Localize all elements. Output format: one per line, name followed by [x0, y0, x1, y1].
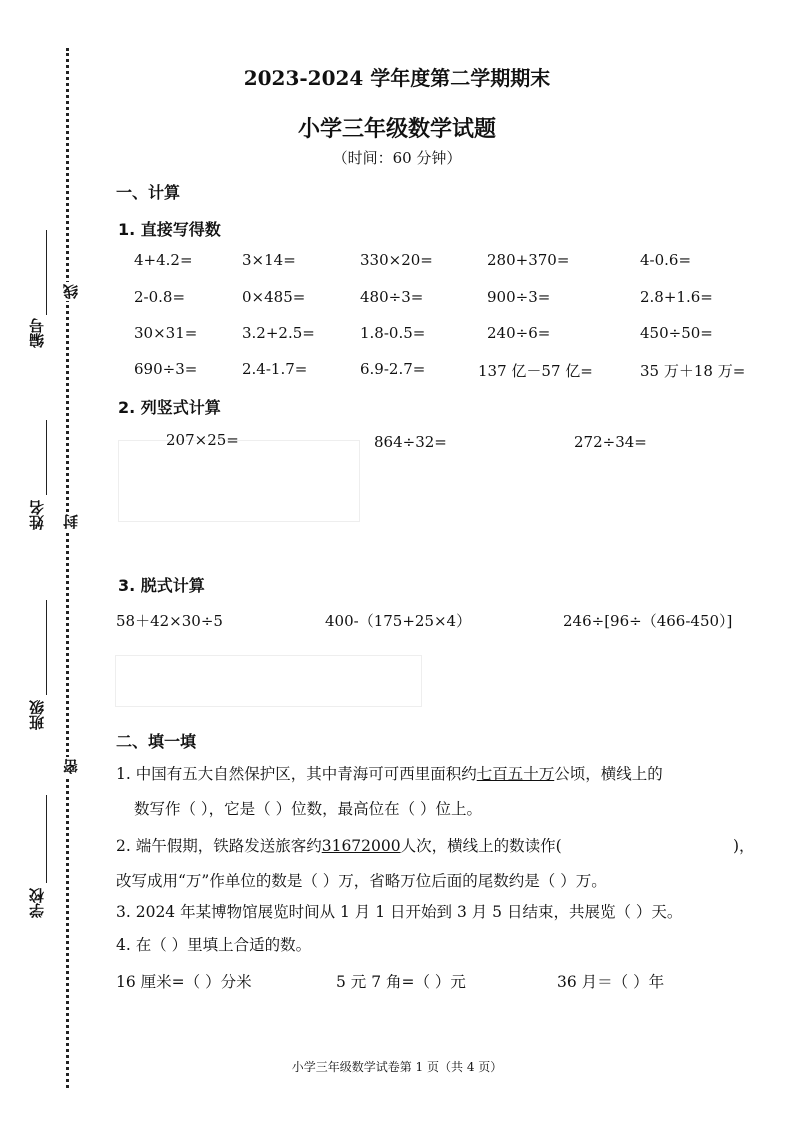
q4-item: 5 元 7 角=（ ）元 [336, 973, 466, 991]
bleed-through-table [118, 440, 360, 522]
seal-xian: 线 [62, 284, 80, 299]
vertical-calc-title: 2. 列竖式计算 [118, 398, 221, 417]
problem: 900÷3= [487, 288, 551, 306]
problem: 3.2+2.5= [242, 324, 315, 342]
bleed-through-table [115, 655, 422, 707]
number-blank-line [46, 230, 47, 315]
vertical-problem: 207×25= [166, 431, 239, 449]
problem: 2.4-1.7= [242, 360, 308, 378]
problem: 6.9-2.7= [360, 360, 426, 378]
problem: 4+4.2= [134, 251, 193, 269]
q1-text-b: 公顷，横线上的 [554, 765, 663, 783]
problem: 137 亿－57 亿= [478, 362, 593, 380]
problem: 4-0.6= [640, 251, 692, 269]
binding-dotted-line [66, 48, 69, 1088]
label-class: 班级 [28, 700, 46, 730]
seal-feng: 封 [62, 514, 80, 529]
problem: 0×485= [242, 288, 306, 306]
q2-text-b: 人次，横线上的数读作( [400, 837, 562, 855]
problem: 3×14= [242, 251, 296, 269]
q2-text-b-end: )， [733, 837, 755, 855]
fill-question-3: 3. 2024 年某博物馆展览时间从 1 月 1 日开始到 3 月 5 日结束，共展览（ ）天。 [116, 903, 683, 921]
fill-question-2 [116, 834, 562, 856]
problem: 1.8-0.5= [360, 324, 426, 342]
q1-underlined-number: 七百五十万 [476, 765, 555, 783]
problem: 480÷3= [360, 288, 424, 306]
q1-text-c: 数写作（ ），它是（ ）位数，最高位在（ ）位上。 [134, 800, 483, 818]
section1-title: 一、计算 [116, 183, 181, 202]
page-footer: 小学三年级数学试卷第 1 页（共 4 页） [291, 1060, 503, 1074]
problem: 2.8+1.6= [640, 288, 713, 306]
stepwise-problem: 400-（175+25×4） [325, 612, 472, 630]
school-blank-line [46, 795, 47, 883]
problem: 280+370= [487, 251, 570, 269]
problem: 2-0.8= [134, 288, 186, 306]
section2-title: 二、填一填 [116, 732, 197, 751]
q2-text-a: 2. 端午假期，铁路发送旅客约 [116, 837, 322, 855]
exam-subject-title: 小学三年级数学试题 [297, 116, 496, 142]
problem: 30×31= [134, 324, 198, 342]
problem: 240÷6= [487, 324, 551, 342]
seal-mi: 密 [62, 759, 80, 774]
q2-text-c: 改写成用“万”作单位的数是（ ）万，省略万位后面的尾数约是（ ）万。 [116, 872, 607, 890]
direct-calc-title: 1. 直接写得数 [118, 220, 221, 239]
exam-title: 2023-2024 学年度第二学期期末 [243, 66, 551, 90]
vertical-problem: 864÷32= [374, 433, 447, 451]
class-blank-line [46, 600, 47, 695]
q4-item: 36 月＝（ ）年 [557, 973, 665, 991]
problem: 450÷50= [640, 324, 713, 342]
label-number: 编号 [28, 318, 46, 348]
q4-item: 16 厘米=（ ）分米 [116, 973, 252, 991]
vertical-problem: 272÷34= [574, 433, 647, 451]
stepwise-problem: 58＋42×30÷5 [116, 612, 223, 630]
label-name: 姓名 [28, 500, 46, 530]
problem: 690÷3= [134, 360, 198, 378]
problem: 35 万＋18 万= [640, 362, 746, 380]
problem: 330×20= [360, 251, 433, 269]
fill-question-1 [116, 762, 663, 784]
label-school: 学校 [28, 888, 46, 918]
fill-question-4-title: 4. 在（ ）里填上合适的数。 [116, 936, 312, 954]
stepwise-calc-title: 3. 脱式计算 [118, 576, 205, 595]
stepwise-problem: 246÷[96÷（466-450）] [563, 612, 733, 630]
q2-underlined-number: 31672000 [321, 837, 401, 855]
exam-time: （时间：60 分钟） [332, 149, 462, 167]
name-blank-line [46, 420, 47, 495]
q1-text-a: 1. 中国有五大自然保护区，其中青海可可西里面积约 [116, 765, 477, 783]
